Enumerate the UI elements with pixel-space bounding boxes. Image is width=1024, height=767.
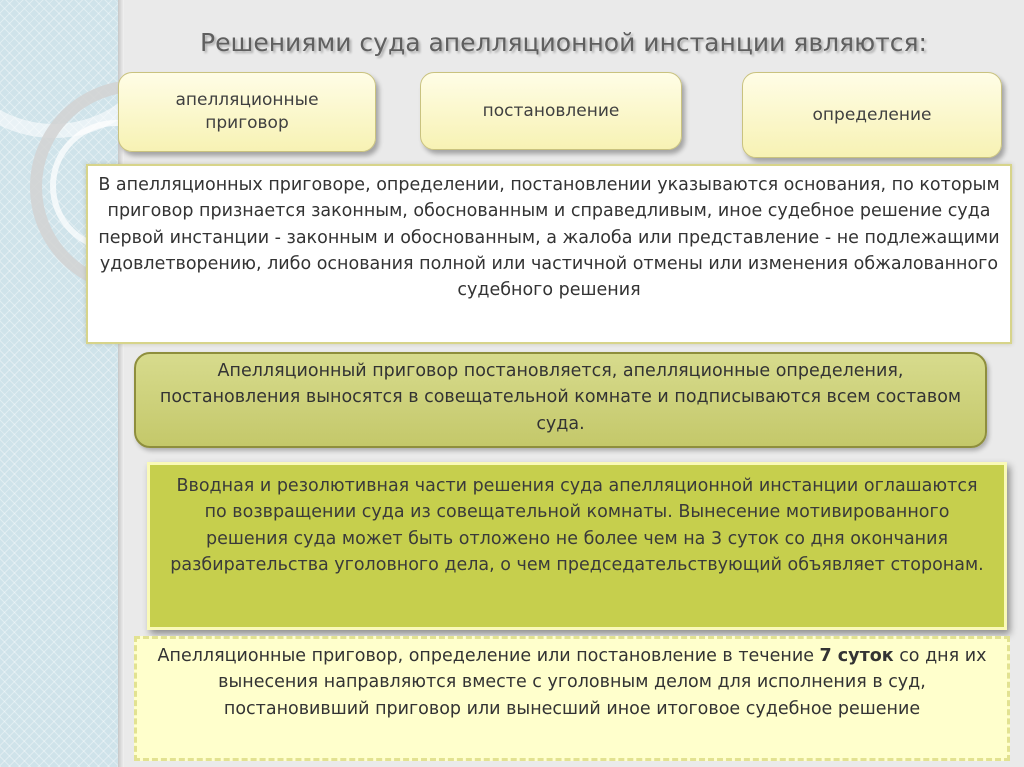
decision-type-label: определение xyxy=(812,104,932,125)
decorative-sidebar xyxy=(0,0,118,767)
sending-text-after: со дня их вынесения направляются вместе с уголовным делом для исполнения в суд, постановивший приговор или вынесший иное итоговое судебное решение xyxy=(218,646,987,719)
announcement-text-block xyxy=(147,462,1007,630)
decision-type-label: постановление xyxy=(482,100,620,121)
deliberation-text: Апелляционный приговор постановляется, апелляционные определения, постановления выносятся в совещательной комнате и подписываются всем составом суда. xyxy=(159,361,962,434)
sending-text-before: Апелляционные приговор, определение или постановление в течение xyxy=(157,646,820,666)
grounds-text-block xyxy=(86,164,1012,344)
decision-type-appellate-sentence xyxy=(118,72,376,152)
sending-text-block xyxy=(134,636,1010,761)
decision-type-ruling xyxy=(742,72,1002,158)
grounds-text: В апелляционных приговоре, определении, постановлении указываются основания, по которым приговор признается законным, обоснованным и справедливым, иное судебное решение суда первой инстанции - законным и обоснованным, а жалоба или представление - не подлежащими удовлетворению, либо основания полной или частичной отмены или изменения обжалованного судебного решения xyxy=(98,175,1000,300)
decision-type-label: апелляционные приговор xyxy=(175,90,319,133)
slide-title: Решениями суда апелляционной инстанции являются: xyxy=(200,28,927,57)
sending-deadline: 7 суток xyxy=(819,646,894,666)
decision-type-resolution xyxy=(420,72,682,150)
deliberation-text-block xyxy=(134,352,987,448)
announcement-text: Вводная и резолютивная части решения суда апелляционной инстанции оглашаются по возвращении суда из совещательной комнаты. Вынесение мотивированного решения суда может быть отложено не более чем на 3 суток со дня окончания разбирательства уголовного дела, о чем председательствующий объявляет сторонам. xyxy=(170,476,984,575)
